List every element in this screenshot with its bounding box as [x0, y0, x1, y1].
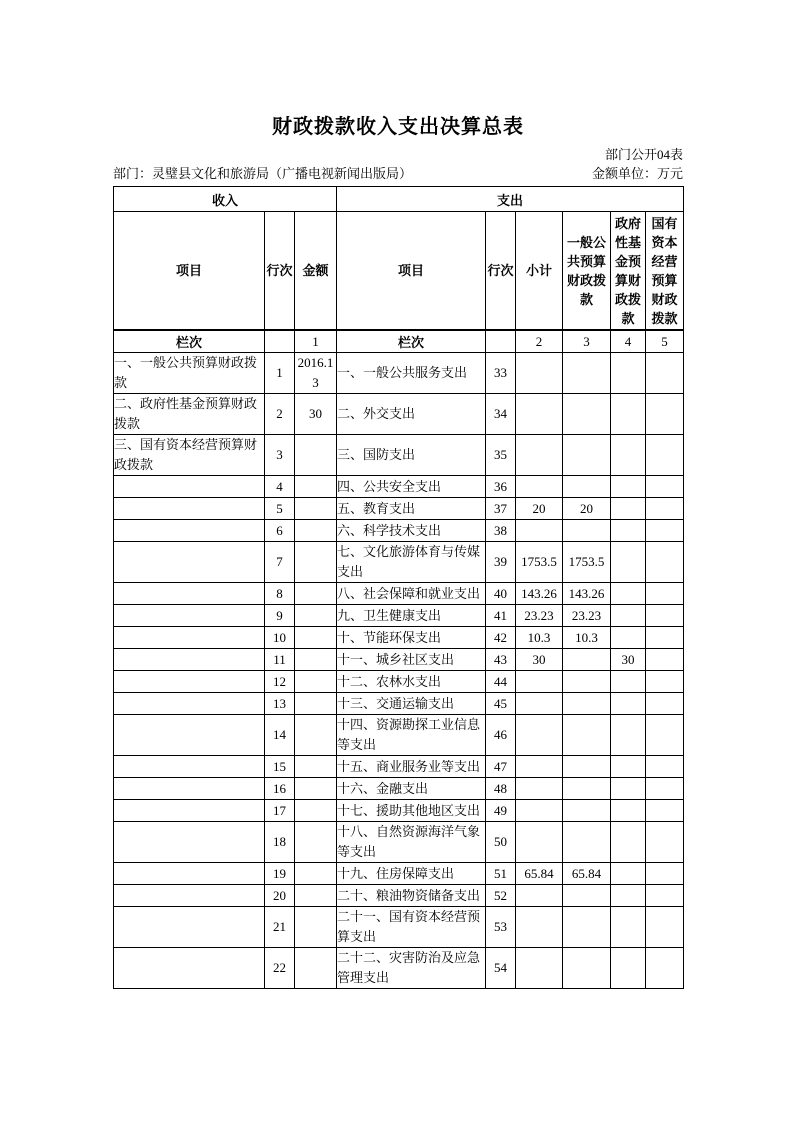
expense-line-no-cell: 48 — [486, 778, 516, 800]
expense-subtotal-cell — [516, 800, 563, 822]
expense-state-capital-header: 国有资本经营预算财政拨款 — [646, 212, 684, 331]
expense-state-capital-cell — [646, 715, 684, 756]
expense-gov-fund-cell — [611, 394, 646, 435]
expense-subtotal-cell: 30 — [516, 649, 563, 671]
table-row — [114, 671, 684, 693]
income-item-header: 项目 — [114, 212, 265, 331]
expense-general-budget-cell — [563, 435, 611, 476]
expense-subtotal-cell: 65.84 — [516, 863, 563, 885]
table-row — [114, 822, 684, 863]
expense-subtotal-cell — [516, 948, 563, 989]
expense-item-cell: 五、教育支出 — [337, 498, 486, 520]
expense-line-no-header: 行次 — [486, 212, 516, 331]
expense-line-no-cell: 33 — [486, 353, 516, 394]
income-item-cell — [114, 756, 265, 778]
income-line-no-cell: 10 — [265, 627, 295, 649]
income-item-cell — [114, 800, 265, 822]
expense-gov-fund-cell — [611, 885, 646, 907]
expense-item-cell: 二十二、灾害防治及应急管理支出 — [337, 948, 486, 989]
expense-general-budget-cell — [563, 822, 611, 863]
income-amount-cell: 2016.13 — [295, 353, 337, 394]
expense-general-budget-cell — [563, 671, 611, 693]
income-amount-cell — [295, 778, 337, 800]
income-item-cell — [114, 605, 265, 627]
document-sheet — [113, 0, 683, 989]
expense-subtotal-cell — [516, 907, 563, 948]
expense-item-cell: 十八、自然资源海洋气象等支出 — [337, 822, 486, 863]
expense-item-cell: 二十一、国有资本经营预算支出 — [337, 907, 486, 948]
expense-line-no-cell: 49 — [486, 800, 516, 822]
expense-gov-fund-cell — [611, 583, 646, 605]
expense-subtotal-cell — [516, 394, 563, 435]
expense-subtotal-cell — [516, 693, 563, 715]
expense-line-no-index — [486, 330, 516, 353]
expense-general-budget-cell: 143.26 — [563, 583, 611, 605]
expense-general-budget-header: 一般公共预算财政拨款 — [563, 212, 611, 331]
expense-general-budget-cell — [563, 715, 611, 756]
income-amount-cell — [295, 583, 337, 605]
expense-line-no-cell: 44 — [486, 671, 516, 693]
income-line-no-cell: 17 — [265, 800, 295, 822]
expense-state-capital-cell — [646, 435, 684, 476]
expense-subtotal-cell — [516, 822, 563, 863]
expense-gov-fund-cell — [611, 542, 646, 583]
expense-line-no-cell: 42 — [486, 627, 516, 649]
expense-line-no-cell: 40 — [486, 583, 516, 605]
expense-gov-fund-cell — [611, 800, 646, 822]
income-amount-cell — [295, 542, 337, 583]
expense-item-cell: 二、外交支出 — [337, 394, 486, 435]
income-line-no-cell: 9 — [265, 605, 295, 627]
table-row — [114, 948, 684, 989]
table-code: 部门公开04表 — [604, 147, 683, 162]
expense-item-cell: 一、一般公共服务支出 — [337, 353, 486, 394]
expense-subtotal-cell — [516, 520, 563, 542]
expense-general-budget-cell — [563, 778, 611, 800]
expense-item-header: 项目 — [337, 212, 486, 331]
table-row — [114, 435, 684, 476]
income-item-cell — [114, 863, 265, 885]
expense-general-budget-cell: 10.3 — [563, 627, 611, 649]
expense-general-budget-cell — [563, 476, 611, 498]
column-header-row — [114, 212, 684, 331]
section-header-row — [114, 187, 684, 212]
expense-item-cell: 十四、资源勘探工业信息等支出 — [337, 715, 486, 756]
income-item-cell — [114, 885, 265, 907]
expense-general-budget-cell: 1753.5 — [563, 542, 611, 583]
income-line-no-cell: 22 — [265, 948, 295, 989]
expense-line-no-cell: 38 — [486, 520, 516, 542]
expense-subtotal-header: 小计 — [516, 212, 563, 331]
expense-gov-fund-cell — [611, 778, 646, 800]
expense-line-no-cell: 36 — [486, 476, 516, 498]
income-amount-cell — [295, 649, 337, 671]
expense-gov-fund-cell — [611, 693, 646, 715]
expense-gov-fund-cell: 30 — [611, 649, 646, 671]
department-label: 部门：灵璧县文化和旅游局（广播电视新闻出版局） — [113, 166, 413, 181]
expense-gov-fund-cell — [611, 353, 646, 394]
expense-state-capital-cell — [646, 649, 684, 671]
budget-table — [113, 186, 684, 989]
expense-general-budget-cell — [563, 907, 611, 948]
expense-subtotal-cell: 1753.5 — [516, 542, 563, 583]
income-amount-cell — [295, 498, 337, 520]
table-row — [114, 353, 684, 394]
income-amount-cell — [295, 671, 337, 693]
income-item-cell: 二、政府性基金预算财政拨款 — [114, 394, 265, 435]
expense-subtotal-cell: 143.26 — [516, 583, 563, 605]
expense-gov-fund-cell — [611, 520, 646, 542]
income-amount-cell — [295, 885, 337, 907]
expense-general-budget-index: 3 — [563, 330, 611, 353]
expense-subtotal-cell — [516, 671, 563, 693]
table-row — [114, 627, 684, 649]
expense-state-capital-cell — [646, 756, 684, 778]
expense-subtotal-index: 2 — [516, 330, 563, 353]
income-amount-cell — [295, 693, 337, 715]
table-row — [114, 583, 684, 605]
income-line-no-cell: 21 — [265, 907, 295, 948]
expense-item-cell: 四、公共安全支出 — [337, 476, 486, 498]
expense-subtotal-cell: 23.23 — [516, 605, 563, 627]
expense-subtotal-cell — [516, 778, 563, 800]
expense-item-cell: 十三、交通运输支出 — [337, 693, 486, 715]
income-amount-cell — [295, 756, 337, 778]
page-title: 财政拨款收入支出决算总表 — [272, 116, 524, 138]
expense-line-no-cell: 51 — [486, 863, 516, 885]
income-item-cell — [114, 948, 265, 989]
table-row — [114, 649, 684, 671]
expense-gov-fund-cell — [611, 476, 646, 498]
expense-gov-fund-cell — [611, 671, 646, 693]
income-amount-cell — [295, 822, 337, 863]
income-item-cell — [114, 498, 265, 520]
expense-general-budget-cell — [563, 649, 611, 671]
income-line-no-header: 行次 — [265, 212, 295, 331]
income-amount-cell — [295, 800, 337, 822]
expense-general-budget-cell — [563, 756, 611, 778]
expense-state-capital-cell — [646, 476, 684, 498]
expense-subtotal-cell — [516, 885, 563, 907]
income-line-no-cell: 6 — [265, 520, 295, 542]
expense-state-capital-cell — [646, 693, 684, 715]
income-line-no-index — [265, 330, 295, 353]
income-item-cell — [114, 583, 265, 605]
expense-subtotal-cell — [516, 435, 563, 476]
expense-state-capital-cell — [646, 863, 684, 885]
income-line-no-cell: 8 — [265, 583, 295, 605]
expense-item-cell: 十二、农林水支出 — [337, 671, 486, 693]
expense-state-capital-cell — [646, 948, 684, 989]
income-amount-cell — [295, 605, 337, 627]
table-row — [114, 800, 684, 822]
expense-subtotal-cell: 10.3 — [516, 627, 563, 649]
expense-line-no-cell: 41 — [486, 605, 516, 627]
expense-item-cell: 三、国防支出 — [337, 435, 486, 476]
expense-gov-fund-cell — [611, 756, 646, 778]
income-section-header: 收入 — [114, 187, 337, 212]
expense-item-cell: 七、文化旅游体育与传媒支出 — [337, 542, 486, 583]
income-line-no-cell: 19 — [265, 863, 295, 885]
expense-general-budget-cell: 23.23 — [563, 605, 611, 627]
income-item-cell — [114, 715, 265, 756]
expense-item-cell: 十一、城乡社区支出 — [337, 649, 486, 671]
income-line-no-cell: 18 — [265, 822, 295, 863]
expense-state-capital-cell — [646, 583, 684, 605]
expense-general-budget-cell: 20 — [563, 498, 611, 520]
income-amount-cell — [295, 627, 337, 649]
income-line-no-cell: 15 — [265, 756, 295, 778]
income-line-no-cell: 4 — [265, 476, 295, 498]
expense-line-no-cell: 54 — [486, 948, 516, 989]
expense-section-header: 支出 — [337, 187, 684, 212]
table-row — [114, 542, 684, 583]
income-item-cell — [114, 520, 265, 542]
expense-gov-fund-cell — [611, 498, 646, 520]
income-item-cell — [114, 627, 265, 649]
expense-line-no-cell: 53 — [486, 907, 516, 948]
table-row — [114, 394, 684, 435]
expense-line-no-cell: 52 — [486, 885, 516, 907]
income-amount-cell — [295, 907, 337, 948]
expense-item-cell: 十、节能环保支出 — [337, 627, 486, 649]
income-amount-cell — [295, 435, 337, 476]
expense-line-no-cell: 46 — [486, 715, 516, 756]
income-line-no-cell: 14 — [265, 715, 295, 756]
expense-state-capital-index: 5 — [646, 330, 684, 353]
expense-state-capital-cell — [646, 778, 684, 800]
expense-state-capital-cell — [646, 907, 684, 948]
expense-line-no-cell: 34 — [486, 394, 516, 435]
expense-gov-fund-index: 4 — [611, 330, 646, 353]
income-line-no-cell: 1 — [265, 353, 295, 394]
income-item-cell — [114, 542, 265, 583]
income-line-no-cell: 3 — [265, 435, 295, 476]
expense-general-budget-cell — [563, 520, 611, 542]
table-row — [114, 907, 684, 948]
income-item-cell — [114, 476, 265, 498]
expense-line-no-cell: 50 — [486, 822, 516, 863]
expense-general-budget-cell — [563, 885, 611, 907]
expense-line-no-cell: 47 — [486, 756, 516, 778]
expense-state-capital-cell — [646, 394, 684, 435]
table-row — [114, 715, 684, 756]
expense-line-no-cell: 35 — [486, 435, 516, 476]
expense-item-cell: 九、卫生健康支出 — [337, 605, 486, 627]
table-row — [114, 778, 684, 800]
expense-line-no-cell: 45 — [486, 693, 516, 715]
meta-line — [113, 166, 683, 182]
expense-state-capital-cell — [646, 353, 684, 394]
expense-item-cell: 六、科学技术支出 — [337, 520, 486, 542]
expense-state-capital-cell — [646, 542, 684, 583]
income-line-no-cell: 12 — [265, 671, 295, 693]
expense-subtotal-cell: 20 — [516, 498, 563, 520]
expense-state-capital-cell — [646, 885, 684, 907]
income-amount-cell: 30 — [295, 394, 337, 435]
income-amount-cell — [295, 476, 337, 498]
table-row — [114, 863, 684, 885]
expense-line-no-cell: 37 — [486, 498, 516, 520]
expense-gov-fund-header: 政府性基金预算财政拨款 — [611, 212, 646, 331]
income-line-no-cell: 11 — [265, 649, 295, 671]
income-item-cell: 三、国有资本经营预算财政拨款 — [114, 435, 265, 476]
table-row — [114, 693, 684, 715]
expense-state-capital-cell — [646, 671, 684, 693]
expense-state-capital-cell — [646, 822, 684, 863]
expense-general-budget-cell — [563, 948, 611, 989]
expense-general-budget-cell — [563, 800, 611, 822]
budget-table-body — [114, 353, 684, 989]
expense-line-no-cell: 39 — [486, 542, 516, 583]
expense-general-budget-cell — [563, 394, 611, 435]
expense-index-label: 栏次 — [337, 330, 486, 353]
expense-gov-fund-cell — [611, 948, 646, 989]
income-line-no-cell: 16 — [265, 778, 295, 800]
income-amount-cell — [295, 520, 337, 542]
expense-subtotal-cell — [516, 756, 563, 778]
expense-state-capital-cell — [646, 498, 684, 520]
income-line-no-cell: 20 — [265, 885, 295, 907]
expense-line-no-cell: 43 — [486, 649, 516, 671]
expense-item-cell: 十九、住房保障支出 — [337, 863, 486, 885]
expense-item-cell: 十七、援助其他地区支出 — [337, 800, 486, 822]
table-row — [114, 476, 684, 498]
expense-state-capital-cell — [646, 520, 684, 542]
expense-general-budget-cell — [563, 693, 611, 715]
income-line-no-cell: 13 — [265, 693, 295, 715]
expense-state-capital-cell — [646, 605, 684, 627]
expense-gov-fund-cell — [611, 627, 646, 649]
income-item-cell — [114, 778, 265, 800]
expense-subtotal-cell — [516, 476, 563, 498]
income-amount-cell — [295, 948, 337, 989]
income-line-no-cell: 5 — [265, 498, 295, 520]
column-index-row — [114, 330, 684, 353]
expense-gov-fund-cell — [611, 435, 646, 476]
income-item-cell — [114, 693, 265, 715]
income-amount-cell — [295, 715, 337, 756]
table-row — [114, 756, 684, 778]
income-amount-cell — [295, 863, 337, 885]
table-row — [114, 520, 684, 542]
expense-gov-fund-cell — [611, 715, 646, 756]
expense-subtotal-cell — [516, 353, 563, 394]
income-line-no-cell: 7 — [265, 542, 295, 583]
table-row — [114, 498, 684, 520]
table-row — [114, 605, 684, 627]
income-amount-index: 1 — [295, 330, 337, 353]
expense-item-cell: 八、社会保障和就业支出 — [337, 583, 486, 605]
expense-item-cell: 二十、粮油物资储备支出 — [337, 885, 486, 907]
expense-gov-fund-cell — [611, 605, 646, 627]
income-line-no-cell: 2 — [265, 394, 295, 435]
expense-gov-fund-cell — [611, 822, 646, 863]
expense-item-cell: 十五、商业服务业等支出 — [337, 756, 486, 778]
expense-item-cell: 十六、金融支出 — [337, 778, 486, 800]
expense-subtotal-cell — [516, 715, 563, 756]
income-item-cell — [114, 907, 265, 948]
income-item-cell — [114, 649, 265, 671]
expense-gov-fund-cell — [611, 863, 646, 885]
income-index-label: 栏次 — [114, 330, 265, 353]
expense-state-capital-cell — [646, 627, 684, 649]
expense-gov-fund-cell — [611, 907, 646, 948]
table-row — [114, 885, 684, 907]
income-amount-header: 金额 — [295, 212, 337, 331]
income-item-cell — [114, 671, 265, 693]
income-item-cell — [114, 822, 265, 863]
expense-state-capital-cell — [646, 800, 684, 822]
unit-label: 金额单位：万元 — [591, 166, 683, 181]
expense-general-budget-cell — [563, 353, 611, 394]
income-item-cell: 一、一般公共预算财政拨款 — [114, 353, 265, 394]
expense-general-budget-cell: 65.84 — [563, 863, 611, 885]
